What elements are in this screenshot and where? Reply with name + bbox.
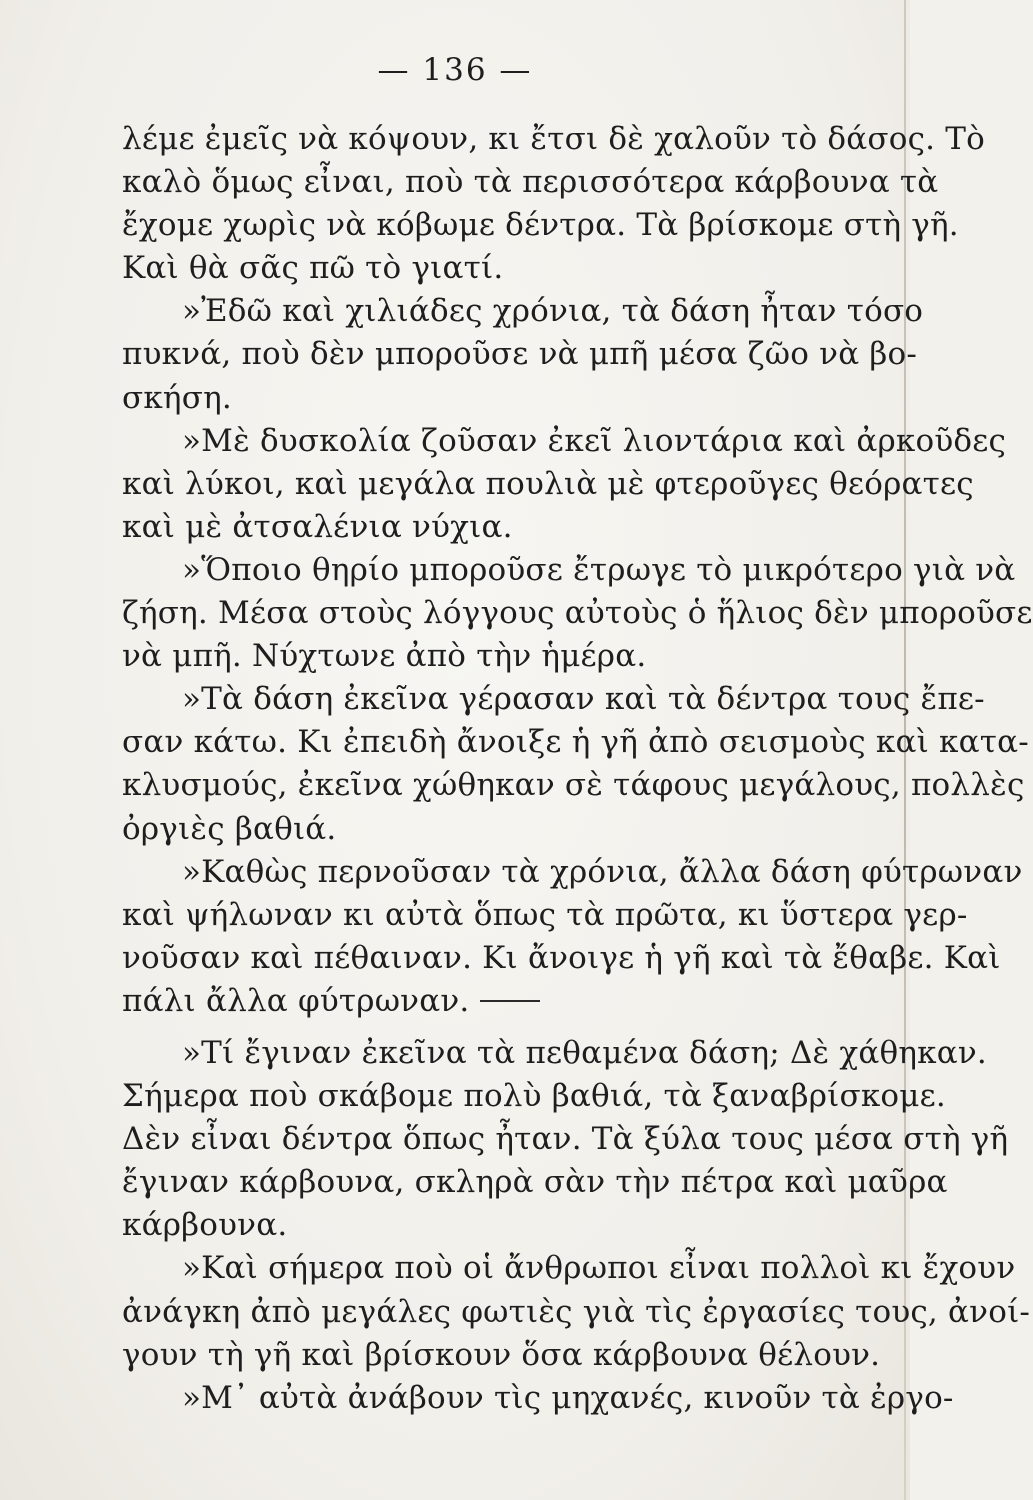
text-line: Καὶ θὰ σᾶς πῶ τὸ γιατί. [122, 250, 504, 287]
text-line: »Μὲ δυσκολία ζοῦσαν ἐκεῖ λιοντάρια καὶ ἀρκοῦδες [182, 422, 1007, 459]
text-line: πυκνά, ποὺ δὲν μποροῦσε νὰ μπῆ μέσα ζῶο νὰ βο- [122, 336, 918, 373]
text-line: καὶ μὲ ἀτσαλένια νύχια. [122, 508, 513, 545]
text-line: »Τί ἔγιναν ἐκεῖνα τὰ πεθαμένα δάση; Δὲ χάθηκαν. [182, 1035, 987, 1071]
text-line: »Τὰ δάση ἐκεῖνα γέρασαν καὶ τὰ δέντρα τους ἔπε- [182, 681, 985, 718]
text-line: νοῦσαν καὶ πέθαιναν. Κι ἄνοιγε ἡ γῆ καὶ τὰ ἔθαβε. Καὶ [122, 939, 1001, 976]
text-line: »Καθὼς περνοῦσαν τὰ χρόνια, ἄλλα δάση φύτρωναν [182, 853, 1023, 890]
page-number: — 136 — [377, 52, 533, 88]
text-line: Σήμερα ποὺ σκάβομε πολὺ βαθιά, τὰ ξαναβρίσκομε. [122, 1078, 946, 1115]
text-line: »Μ᾿ αὐτὰ ἀνάβουν τὶς μηχανές, κινοῦν τὰ ἐργο- [182, 1379, 954, 1416]
text-line: σκήση. [122, 379, 232, 416]
text-block-top [122, 118, 1033, 1023]
text-line: κάρβουνα. [122, 1207, 288, 1244]
text-line: ἔχομε χωρὶς νὰ κόβωμε δέντρα. Τὰ βρίσκομε στὴ γῆ. [122, 207, 959, 244]
text-line: »Καὶ σήμερα ποὺ οἱ ἄνθρωποι εἶναι πολλοὶ κι ἔχουν [182, 1250, 1016, 1287]
text-line: »Ἐδῶ καὶ χιλιάδες χρόνια, τὰ δάση ἦταν τόσο [182, 293, 924, 330]
text-line: πάλι ἄλλα φύτρωναν. [122, 982, 470, 1019]
text-line: νὰ μπῆ. Νύχτωνε ἀπὸ τὴν ἡμέρα. [122, 638, 647, 675]
text-line: κλυσμούς, ἐκεῖνα χώθηκαν σὲ τάφους μεγάλους, πολλὲς [122, 767, 1025, 804]
section-separator [480, 1000, 540, 1002]
text-line: λέμε ἐμεῖς νὰ κόψουν, κι ἔτσι δὲ χαλοῦν τὸ δάσος. Τὸ [122, 121, 985, 157]
text-line: καλὸ ὅμως εἶναι, ποὺ τὰ περισσότερα κάρβουνα τὰ [122, 164, 939, 201]
text-line: ζήση. Μέσα στοὺς λόγγους αὐτοὺς ὁ ἥλιος δὲν μποροῦσε [122, 595, 1033, 632]
text-line: Δὲν εἶναι δέντρα ὅπως ἦταν. Τὰ ξύλα τους μέσα στὴ γῆ [122, 1121, 1009, 1158]
text-line: ἀνάγκη ἀπὸ μεγάλες φωτιὲς γιὰ τὶς ἐργασίες τους, ἀνοί- [122, 1293, 1031, 1330]
text-line: ἔγιναν κάρβουνα, σκληρὰ σὰν τὴν πέτρα καὶ μαῦρα [122, 1164, 948, 1201]
text-line: καὶ λύκοι, καὶ μεγάλα πουλιὰ μὲ φτεροῦγες θεόρατες [122, 465, 974, 502]
text-line: »Ὅποιο θηρίο μποροῦσε ἔτρωγε τὸ μικρότερο γιὰ νὰ [182, 551, 1016, 588]
text-block-bottom [122, 1032, 1031, 1420]
text-line: ὀργιὲς βαθιά. [122, 810, 337, 847]
text-line: γουν τὴ γῆ καὶ βρίσκουν ὅσα κάρβουνα θέλουν. [122, 1336, 881, 1373]
text-line: σαν κάτω. Κι ἐπειδὴ ἄνοιξε ἡ γῆ ἀπὸ σεισμοὺς καὶ κατα- [122, 724, 1029, 761]
text-line: καὶ ψήλωναν κι αὐτὰ ὅπως τὰ πρῶτα, κι ὕστερα γερ- [122, 896, 968, 933]
